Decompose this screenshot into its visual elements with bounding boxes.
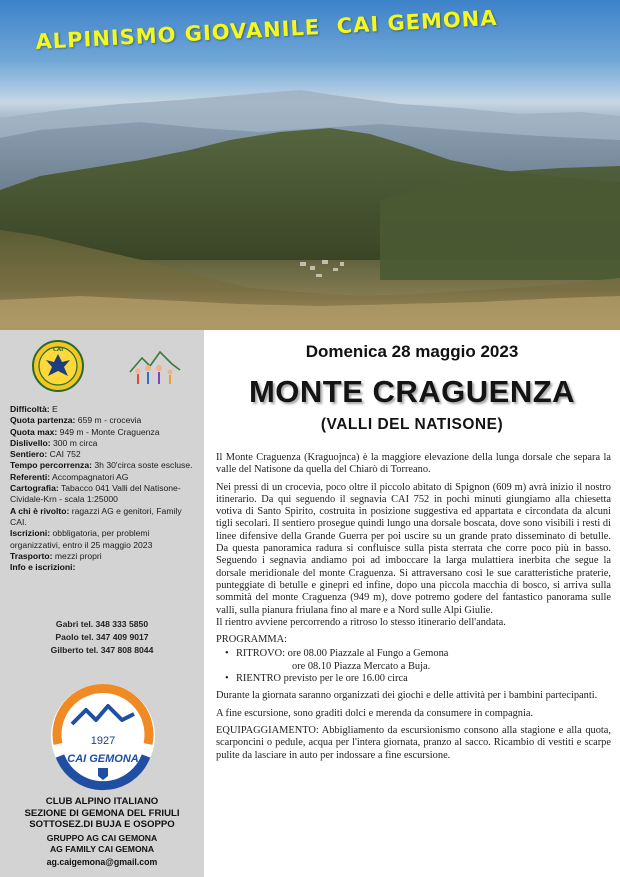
phone-gilberto[interactable]: Gilberto tel. 347 808 8044 <box>50 645 154 655</box>
contact-phones <box>0 618 204 657</box>
info-referents: Referenti: Accompagnatori AG <box>10 471 129 482</box>
phone-paolo[interactable]: Paolo tel. 347 409 9017 <box>55 632 149 642</box>
itinerary-paragraph: Nei pressi di un crocevia, poco oltre il piccolo abitato di Spignon (609 m) avrà inizio il nostro itinerario. Da qui seguendo il segnavia CAI 752 in pochi minuti giungiamo alla chiesetta votiva di Santo Spirito, costruita in posizione suggestiva ed appartata e circondata da alcuni tigli secolari. Il sentiero prosegue quindi lungo una dorsale boscata, dove sono visibili i resti di linee difensive della Grande Guerra per poi uscire su un grande prato disseminato di betulle. Da questa panoramica radura si confluisce sulla pista sterrata che corre poco più in basso. Seguendo i segnavia andiamo poi ad imboccare la larga mulattiera inerbita che segue la dorsale meridionale del monte Craguenza. Si attraversano così le sue caratteristiche praterie, punteggiate di betulle e ginepri ed infine, dopo una piccola macchia di bosco, si arriva sulla sommità del monte Craguenza (949 m), dove potremo godere del fantastico panorama sulle valli, sulla pianura friulana fino al mare e a Nord sulle Alpi Giulie. <box>216 481 611 616</box>
info-start-altitude: Quota partenza: 659 m - crocevia <box>10 415 142 426</box>
event-date: Domenica 28 maggio 2023 <box>305 342 519 361</box>
program-item-rientro: • RIENTRO previsto per le ore 16.00 circa <box>225 673 408 685</box>
info-sidebar <box>0 330 204 877</box>
info-contacts: Info e iscrizioni: <box>10 562 76 573</box>
emblem-name: CAI GEMONA <box>67 753 139 765</box>
info-difficulty: Difficoltà: E <box>10 404 58 414</box>
info-map: Cartografia: Tabacco 041 Valli del Natisone-Cividale-Krn - scala 1:25000 <box>10 483 181 505</box>
snacks-paragraph: A fine escursione, sono graditi dolci e merenda da consumere in compagnia. <box>216 707 534 719</box>
badge-text: CAI <box>52 347 64 353</box>
intro-paragraph: Il Monte Craguenza (Kraguojnca) è la maggiore elevazione della lunga dorsale che separa la valle del Natisone da quella del Chiarò di Torreano. <box>216 452 611 476</box>
contact-email[interactable]: ag.caigemona@gmail.com <box>46 857 158 867</box>
info-audience: A chi è rivolto: ragazzi AG e genitori, Family CAI. <box>10 505 182 527</box>
cai-gemona-emblem-icon <box>48 682 158 794</box>
club-name: CLUB ALPINO ITALIANO SEZIONE DI GEMONA DEL FRIULI SOTTOSEZ.DI BUJA E OSOPPO <box>24 796 180 831</box>
info-trail: Sentiero: CAI 752 <box>10 449 81 460</box>
emblem-year: 1927 <box>90 735 116 747</box>
info-max-altitude: Quota max: 949 m - Monte Craguenza <box>10 426 160 437</box>
program-item-ritrovo: • RITROVO: ore 08.00 Piazzale al Fungo a Gemona <box>225 648 449 660</box>
page-title: MONTE CRAGUENZA <box>248 374 576 409</box>
hero-photo <box>0 0 620 330</box>
main-content <box>204 330 620 877</box>
page-subtitle: (VALLI DEL NATISONE) <box>320 416 504 433</box>
info-transport: Trasporto: mezzi propri <box>10 550 102 561</box>
cai-eagle-badge-icon <box>32 340 84 392</box>
excursion-info-list <box>10 404 200 573</box>
info-registration: Iscrizioni: obbligatoria, per problemi organizzativi, entro il 25 maggio 2023 <box>10 528 153 550</box>
description-body <box>216 452 611 762</box>
header-title: ALPINISMO GIOVANILE CAI GEMONA <box>34 5 499 54</box>
return-paragraph: Il rientro avviene percorrendo a ritroso lo stesso itinerario dell'andata. <box>216 616 506 628</box>
program-title: PROGRAMMA: <box>216 634 288 646</box>
info-duration: Tempo percorrenza: 3h 30'circa soste escluse. <box>10 460 193 471</box>
family-mountain-icon <box>128 344 182 388</box>
games-paragraph: Durante la giornata saranno organizzati dei giochi e delle attività per i bambini partecipanti. <box>216 690 598 702</box>
equipment-paragraph: EQUIPAGGIAMENTO: Abbigliamento da escursionismo consono alla stagione e alla quota, scarponcini o pedule, acqua per l'intera giornata, pranzo al sacco. Ricambio di vestiti e scarpe pulite da lasciare in auto per indossare a fine escursione. <box>216 724 611 761</box>
program-list <box>216 648 611 685</box>
group-name: GRUPPO AG CAI GEMONA AG FAMILY CAI GEMONA <box>46 833 158 854</box>
info-elevation-gain: Dislivello: 300 m circa <box>10 437 98 448</box>
phone-gabri[interactable]: Gabri tel. 348 333 5850 <box>55 619 149 629</box>
program-item-ritrovo-2: ore 08.10 Piazza Mercato a Buja. <box>292 660 431 672</box>
